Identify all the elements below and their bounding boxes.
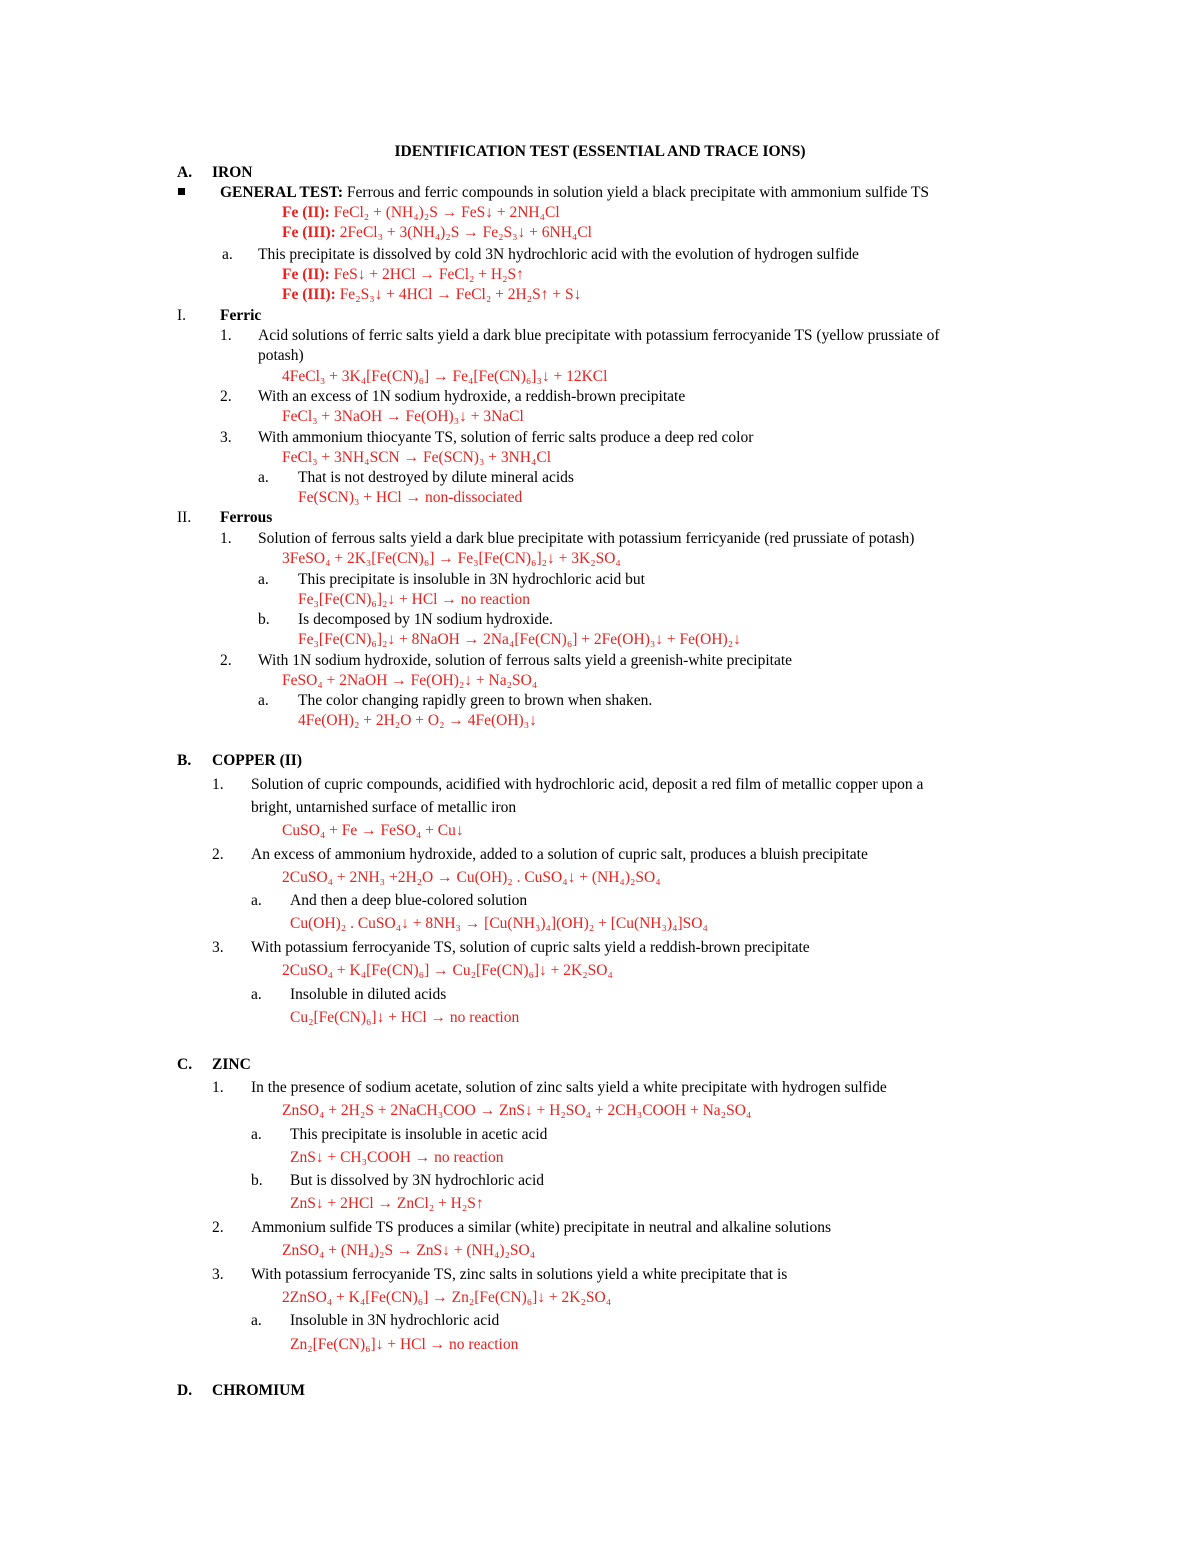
item-marker: a. — [258, 469, 269, 486]
item-text: That is not destroyed by dilute mineral acids — [298, 469, 574, 486]
equation: ZnS↓ + CH₃COOH → no reaction — [290, 1149, 504, 1166]
equation-line — [282, 265, 524, 285]
equation: FeSO₄ + 2NaOH → Fe(OH)₂↓ + Na₂SO₄ — [282, 672, 538, 689]
item-marker: a. — [251, 892, 262, 909]
equation-line — [282, 285, 581, 305]
fe3-label: Fe (III): — [282, 224, 336, 241]
section-letter-c: C. — [177, 1056, 193, 1073]
subheading-ferric: Ferric — [220, 307, 262, 324]
item-text: bright, untarnished surface of metallic iron — [251, 799, 517, 816]
equation: FeCl₂ + (NH₄)₂S → FeS↓ + 2NH₄Cl — [329, 204, 560, 221]
item-text: Is decomposed by 1N sodium hydroxide. — [298, 611, 553, 628]
equation-line — [282, 203, 560, 223]
item-text: Insoluble in 3N hydrochloric acid — [290, 1312, 500, 1329]
item-marker: a. — [251, 1126, 262, 1143]
item-marker: a. — [251, 986, 262, 1003]
item-marker: b. — [258, 611, 270, 628]
item-marker: 1. — [212, 776, 224, 793]
section-heading-zinc: ZINC — [212, 1056, 251, 1073]
item-text: Solution of ferrous salts yield a dark blue precipitate with potassium ferricyanide (red prussiate of potash) — [258, 530, 915, 547]
roman-marker: I. — [177, 307, 187, 324]
item-text: And then a deep blue-colored solution — [290, 892, 528, 909]
fe3-label: Fe (III): — [282, 286, 336, 303]
item-text: But is dissolved by 3N hydrochloric acid — [290, 1172, 544, 1189]
equation-line — [282, 223, 592, 243]
item-marker: 3. — [220, 429, 232, 446]
section-heading-copper: COPPER (II) — [212, 752, 302, 769]
item-marker: 1. — [212, 1079, 224, 1096]
item-text: With an excess of 1N sodium hydroxide, a reddish-brown precipitate — [258, 388, 686, 405]
item-marker: a. — [251, 1312, 262, 1329]
item-marker: 2. — [220, 388, 232, 405]
equation: ZnS↓ + 2HCl → ZnCl₂ + H₂S↑ — [290, 1195, 484, 1212]
item-marker: 2. — [212, 1219, 224, 1236]
equation: 4Fe(OH)₂ + 2H₂O + O₂ → 4Fe(OH)₃↓ — [298, 712, 537, 729]
subheading-ferrous: Ferrous — [220, 509, 273, 526]
square-bullet-icon — [178, 188, 185, 195]
equation: ZnSO₄ + 2H₂S + 2NaCH₃COO → ZnS↓ + H₂SO₄ + 2CH₃COOH + Na₂SO₄ — [282, 1102, 752, 1119]
equation: FeCl₃ + 3NH₄SCN → Fe(SCN)₃ + 3NH₄Cl — [282, 449, 552, 466]
item-text: This precipitate is insoluble in acetic acid — [290, 1126, 548, 1143]
item-text: potash) — [258, 347, 304, 364]
general-test-label: GENERAL TEST: — [220, 184, 344, 201]
item-marker: 2. — [220, 652, 232, 669]
fe2-label: Fe (II): — [282, 266, 330, 283]
equation: Fe₂S₃↓ + 4HCl → FeCl₂ + 2H₂S↑ + S↓ — [335, 286, 582, 303]
roman-marker: II. — [177, 509, 192, 526]
item-text: With potassium ferrocyanide TS, zinc salts in solutions yield a white precipitate that is — [251, 1266, 788, 1283]
section-letter-d: D. — [177, 1382, 193, 1399]
item-marker: 3. — [212, 1266, 224, 1283]
section-letter-b: B. — [177, 752, 192, 769]
general-test-text: Ferrous and ferric compounds in solution yield a black precipitate with ammonium sulfide TS — [343, 184, 930, 201]
item-marker: 1. — [220, 327, 232, 344]
equation: ZnSO₄ + (NH₄)₂S → ZnS↓ + (NH₄)₂SO₄ — [282, 1242, 536, 1259]
item-text: This precipitate is insoluble in 3N hydrochloric acid but — [298, 571, 645, 588]
item-text: The color changing rapidly green to brown when shaken. — [298, 692, 653, 709]
page-title: IDENTIFICATION TEST (ESSENTIAL AND TRACE IONS) — [394, 143, 806, 160]
item-marker: a. — [222, 246, 233, 263]
item-marker: b. — [251, 1172, 263, 1189]
item-marker: a. — [258, 692, 269, 709]
equation: Fe₃[Fe(CN)₆]₂↓ + 8NaOH → 2Na₄[Fe(CN)₆] + 2Fe(OH)₃↓ + Fe(OH)₂↓ — [298, 631, 741, 648]
equation: 2ZnSO₄ + K₄[Fe(CN)₆] → Zn₂[Fe(CN)₆]↓ + 2K₂SO₄ — [282, 1289, 612, 1306]
section-letter-a: A. — [177, 164, 193, 181]
item-text: With potassium ferrocyanide TS, solution of cupric salts yield a reddish-brown precipitate — [251, 939, 810, 956]
equation: Fe₃[Fe(CN)₆]₂↓ + HCl → no reaction — [298, 591, 531, 608]
item-marker: 1. — [220, 530, 232, 547]
item-marker: 2. — [212, 846, 224, 863]
equation: Cu₂[Fe(CN)₆]↓ + HCl → no reaction — [290, 1009, 520, 1026]
equation: FeCl₃ + 3NaOH → Fe(OH)₃↓ + 3NaCl — [282, 408, 524, 425]
item-text: With 1N sodium hydroxide, solution of ferrous salts yield a greenish-white precipitate — [258, 652, 793, 669]
item-text: This precipitate is dissolved by cold 3N hydrochloric acid with the evolution of hydrogen sulfide — [258, 246, 859, 263]
equation: CuSO₄ + Fe → FeSO₄ + Cu↓ — [282, 822, 464, 839]
item-text: With ammonium thiocyante TS, solution of ferric salts produce a deep red color — [258, 429, 754, 446]
item-text: An excess of ammonium hydroxide, added to a solution of cupric salt, produces a bluish precipitate — [251, 846, 868, 863]
equation: Fe(SCN)₃ + HCl → non-dissociated — [298, 489, 523, 506]
section-heading-iron: IRON — [212, 164, 253, 181]
item-text: Solution of cupric compounds, acidified with hydrochloric acid, deposit a red film of metallic copper upon a — [251, 776, 924, 793]
item-text: Acid solutions of ferric salts yield a dark blue precipitate with potassium ferrocyanide TS (yellow prussiate of — [258, 327, 940, 344]
section-heading-chromium: CHROMIUM — [212, 1382, 305, 1399]
equation: 4FeCl₃ + 3K₄[Fe(CN)₆] → Fe₄[Fe(CN)₆]₃↓ + 12KCl — [282, 368, 608, 385]
equation: Zn₂[Fe(CN)₆]↓ + HCl → no reaction — [290, 1336, 519, 1353]
equation: FeS↓ + 2HCl → FeCl₂ + H₂S↑ — [329, 266, 524, 283]
equation: Cu(OH)₂ . CuSO₄↓ + 8NH₃ → [Cu(NH₃)₄](OH)₂ + [Cu(NH₃)₄]SO₄ — [290, 915, 708, 932]
item-marker: 3. — [212, 939, 224, 956]
item-text: Insoluble in diluted acids — [290, 986, 447, 1003]
equation: 2FeCl₃ + 3(NH₄)₂S → Fe₂S₃↓ + 6NH₄Cl — [335, 224, 592, 241]
equation: 3FeSO₄ + 2K₃[Fe(CN)₆] → Fe₃[Fe(CN)₆]₂↓ + 3K₂SO₄ — [282, 550, 621, 567]
equation: 2CuSO₄ + 2NH₃ +2H₂O → Cu(OH)₂ . CuSO₄↓ + (NH₄)₂SO₄ — [282, 869, 661, 886]
fe2-label: Fe (II): — [282, 204, 330, 221]
item-text: Ammonium sulfide TS produces a similar (white) precipitate in neutral and alkaline solutions — [251, 1219, 831, 1236]
item-marker: a. — [258, 571, 269, 588]
general-test-line — [220, 183, 929, 203]
item-text: In the presence of sodium acetate, solution of zinc salts yield a white precipitate with hydrogen sulfide — [251, 1079, 887, 1096]
equation: 2CuSO₄ + K₄[Fe(CN)₆] → Cu₂[Fe(CN)₆]↓ + 2K₂SO₄ — [282, 962, 613, 979]
